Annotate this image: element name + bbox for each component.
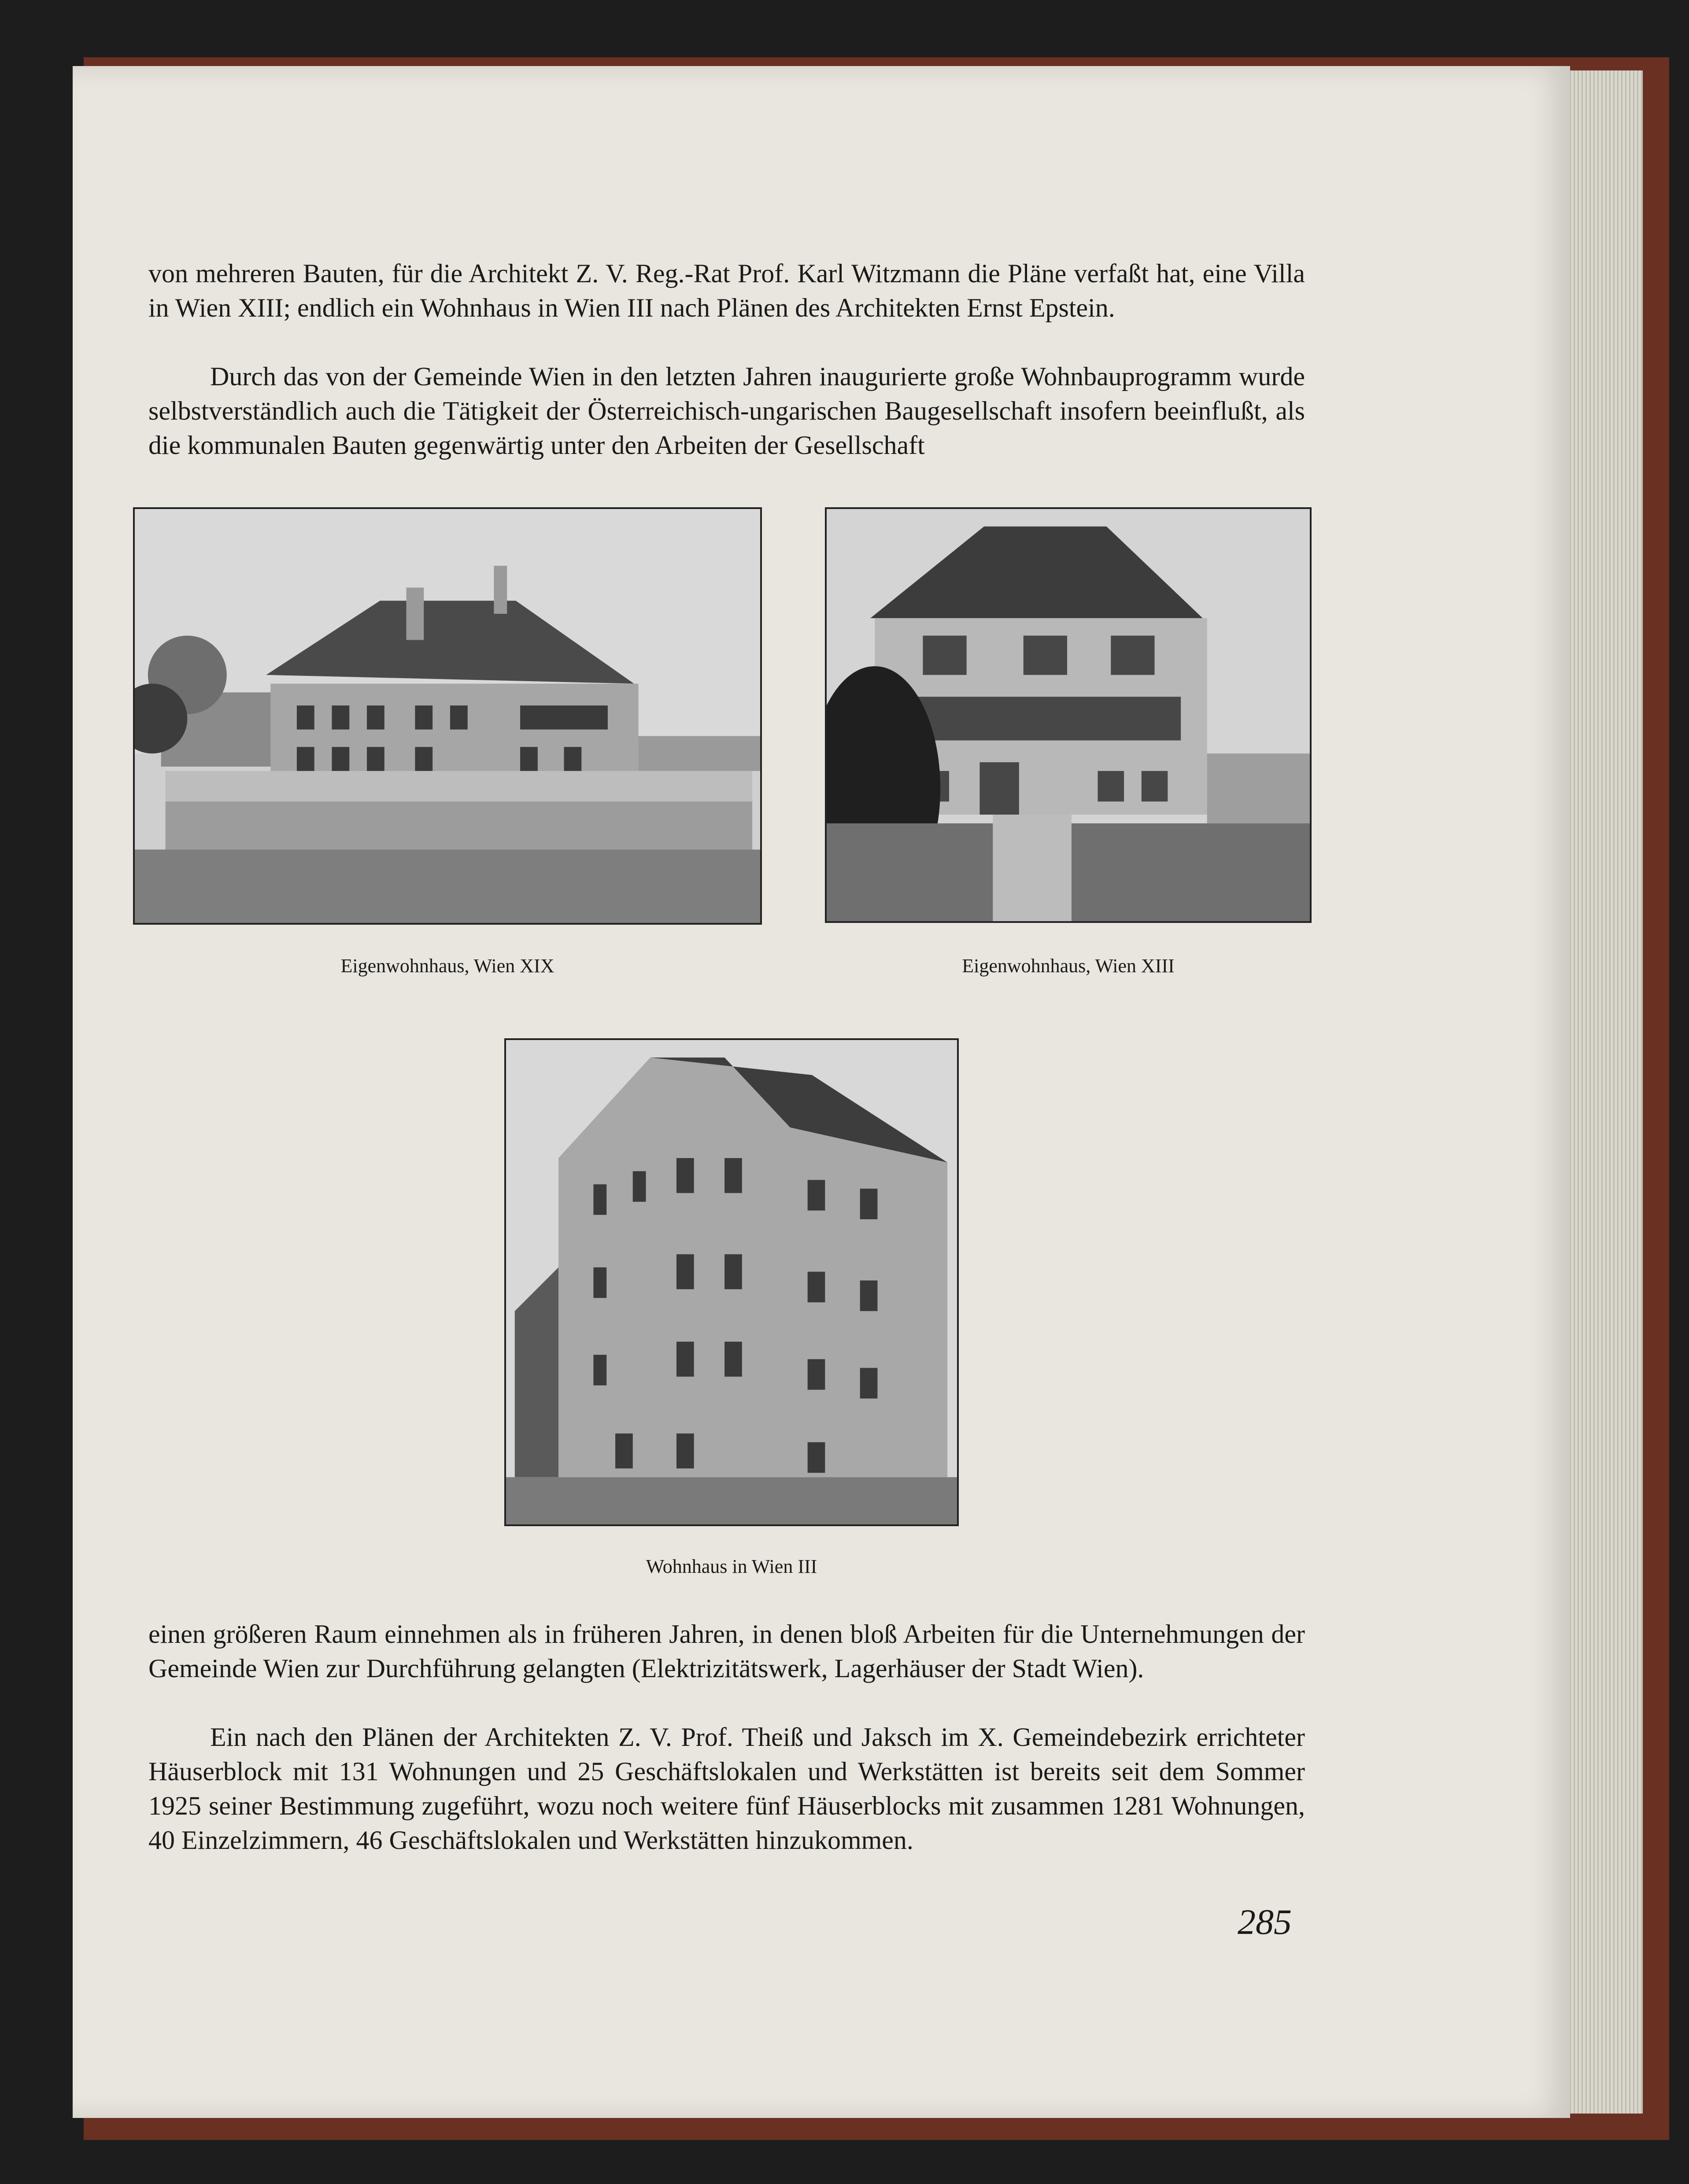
caption-photo-3: Wohnhaus in Wien III — [646, 1556, 817, 1577]
photo-wohnhaus-wien-iii — [504, 1038, 959, 1526]
villa-xix-image — [135, 509, 760, 923]
page-number: 285 — [1238, 1902, 1292, 1942]
photo-eigenwohnhaus-wien-xiii — [825, 507, 1312, 923]
caption-photo-2: Eigenwohnhaus, Wien XIII — [962, 955, 1175, 977]
paragraph-2: Durch das von der Gemeinde Wien in den letzten Jahren inaugurierte große Wohnbauprogramm wurde selbstverständlich auch die Tätigkeit der Österreichisch-ungarischen Baugesellschaft insofern beeinflußt, als die kommunalen Bauten gegenwärtig unter den Arbeiten der Gesellschaft — [148, 362, 1305, 460]
photo-eigenwohnhaus-wien-xix — [133, 507, 762, 925]
paragraph-1: von mehreren Bauten, für die Architekt Z. V. Reg.-Rat Prof. Karl Witzmann die Pläne verfaßt hat, eine Villa in Wien XIII; endlich ein Wohnhaus in Wien III nach Plänen des Architekten Ernst Epstein. — [148, 259, 1305, 322]
wohnhaus-iii-image — [506, 1040, 957, 1524]
paragraph-3: einen größeren Raum einnehmen als in früheren Jahren, in denen bloß Arbeiten für die Unternehmungen der Gemeinde Wien zur Durchführung gelangten (Elektrizitätswerk, Lagerhäuser der Stadt Wien). — [148, 1620, 1305, 1683]
villa-xiii-image — [827, 509, 1310, 921]
caption-photo-1: Eigenwohnhaus, Wien XIX — [340, 955, 554, 977]
page-edges — [1559, 70, 1643, 2114]
paragraph-4: Ein nach den Plänen der Architekten Z. V. Prof. Theiß und Jaksch im X. Gemeindebezirk errichteter Häuserblock mit 131 Wohnungen und 25 Geschäftslokalen und Werkstätten ist bereits seit dem Sommer 1925 seiner Bestimmung zugeführt, wozu noch weitere fünf Häuserblocks mit zusammen 1281 Wohnungen, 40 Einzelzimmern, 46 Geschäftslokalen und Werkstätten hinzukommen. — [148, 1723, 1305, 1855]
